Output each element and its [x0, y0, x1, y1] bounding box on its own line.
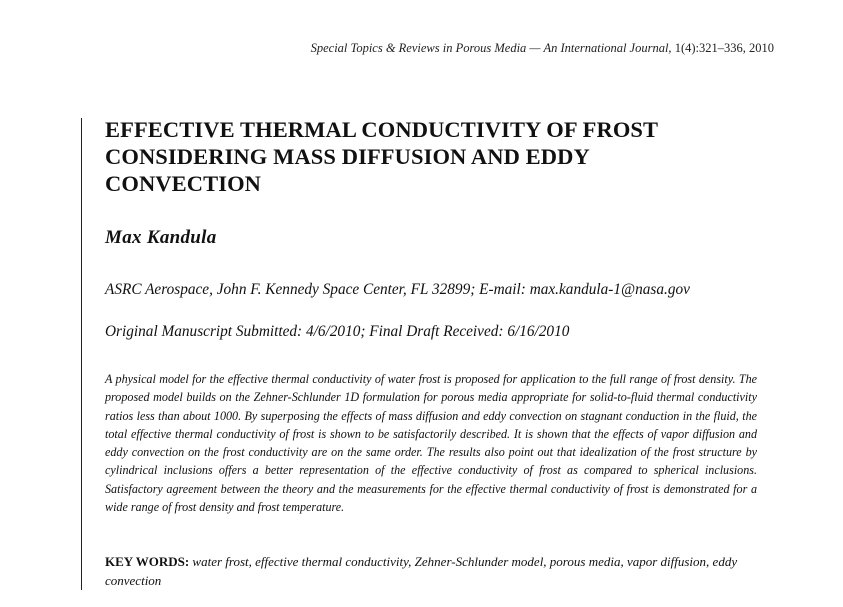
- left-margin-rule: [81, 118, 82, 590]
- keywords-label: KEY WORDS:: [105, 554, 190, 569]
- keywords-list: water frost, effective thermal conductivity, Zehner-Schlunder model, porous media, vapor diffusion, eddy convection: [105, 554, 738, 588]
- paper-title: EFFECTIVE THERMAL CONDUCTIVITY OF FROST CONSIDERING MASS DIFFUSION AND EDDY CONVECTION: [105, 117, 658, 196]
- author-name: Max Kandula: [105, 227, 217, 248]
- journal-name: Special Topics & Reviews in Porous Media — An International Journal,: [310, 41, 672, 55]
- journal-header: [311, 41, 774, 56]
- journal-issue: 1(4):321–336, 2010: [674, 41, 774, 55]
- keywords: [105, 552, 760, 590]
- submission-dates: Original Manuscript Submitted: 4/6/2010; Final Draft Received: 6/16/2010: [105, 323, 570, 340]
- author-affiliation: ASRC Aerospace, John F. Kennedy Space Center, FL 32899; E-mail: max.kandula-1@nasa.gov: [105, 281, 690, 298]
- abstract: A physical model for the effective thermal conductivity of water frost is proposed for application to the full range of frost density. The proposed model builds on the Zehner-Schlunder 1D formulation for porous media appropriate for solid-to-fluid thermal conductivity ratios less than about 1000. By superposing the effects of mass diffusion and eddy convection on stagnant conduction in the fluid, the total effective thermal conductivity of frost is shown to be satisfactorily described. It is shown that the effects of vapor diffusion and eddy convection on the frost conductivity are on the same order. The results also point out that idealization of the frost structure by cylindrical inclusions offers a better representation of the effective conductivity of frost as compared to spherical inclusions. Satisfactory agreement between the theory and the measurements for the effective thermal conductivity of frost is demonstrated for a wide range of frost density and frost temperature.: [105, 372, 757, 515]
